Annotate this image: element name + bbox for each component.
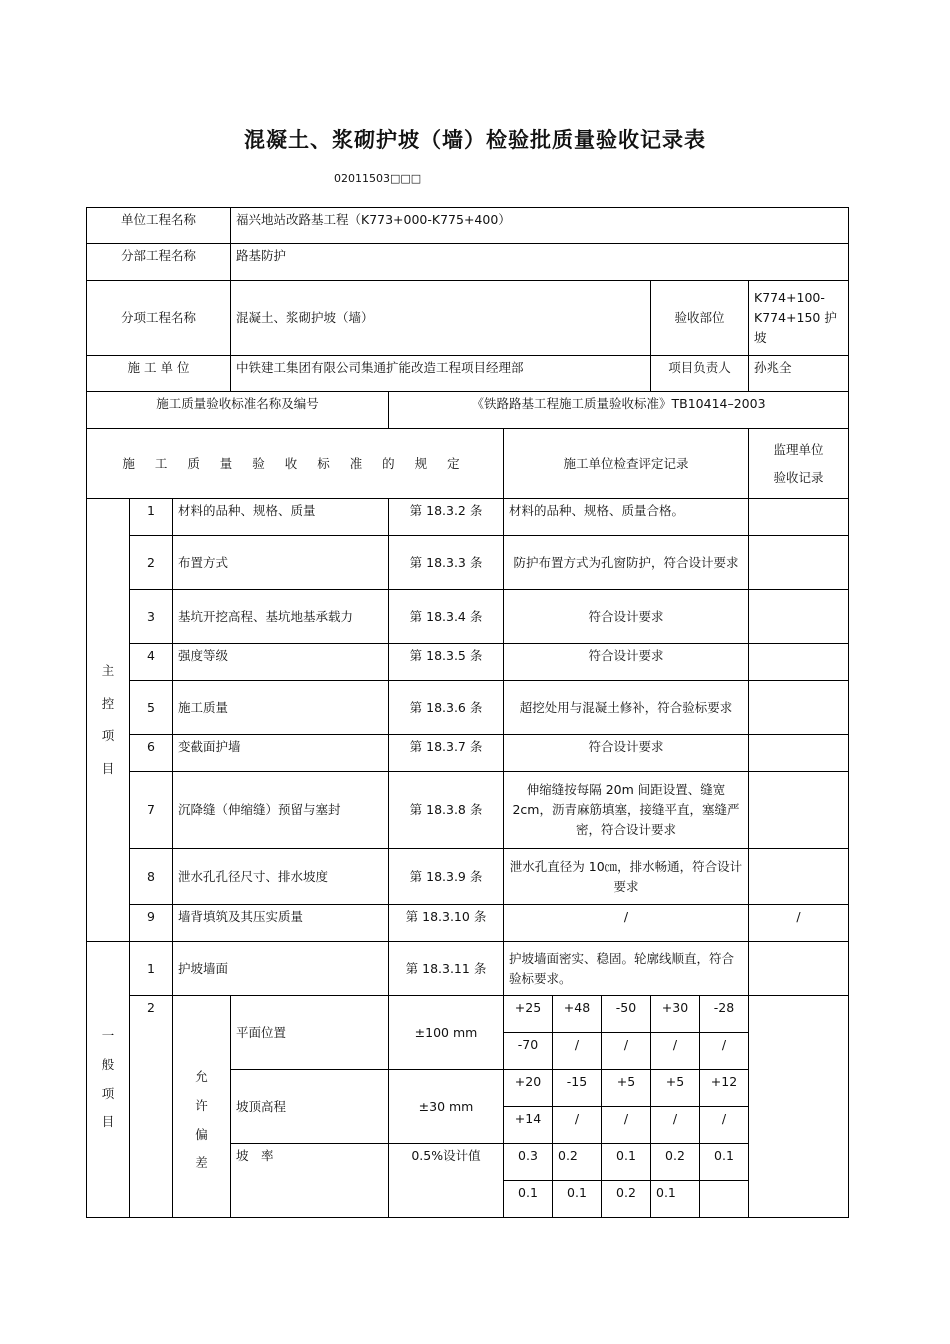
item-no: 1 xyxy=(130,942,173,996)
measure-value: 0.1 xyxy=(504,1181,553,1218)
item-supervision xyxy=(749,772,849,849)
measure-value: 0.1 xyxy=(553,1181,602,1218)
measure-value: / xyxy=(651,1033,700,1070)
item-name: 墙背填筑及其压实质量 xyxy=(173,905,389,942)
measure-value xyxy=(700,1181,749,1218)
division-project-label: 分部工程名称 xyxy=(87,244,231,281)
item-name: 强度等级 xyxy=(173,644,389,681)
item-no: 8 xyxy=(130,849,173,905)
supervision-header-line1: 监理单位 xyxy=(773,442,824,457)
measure-value: 0.1 xyxy=(700,1144,749,1181)
item-clause: 第 18.3.8 条 xyxy=(389,772,504,849)
deviation-tolerance: 0.5%设计值 xyxy=(389,1144,504,1218)
deviation-tolerance: ±100 mm xyxy=(389,996,504,1070)
location-label: 验收部位 xyxy=(651,281,749,356)
item-supervision xyxy=(749,942,849,996)
inspection-record-table xyxy=(86,207,849,1218)
item-clause: 第 18.3.7 条 xyxy=(389,735,504,772)
measure-value: +5 xyxy=(602,1070,651,1107)
general-label: 一 般 项 目 xyxy=(87,942,130,1218)
measure-value: -15 xyxy=(553,1070,602,1107)
item-record: 符合设计要求 xyxy=(504,590,749,644)
item-name: 材料的品种、规格、质量 xyxy=(173,499,389,536)
measure-value: 0.3 xyxy=(504,1144,553,1181)
item-no: 4 xyxy=(130,644,173,681)
measure-value: 0.2 xyxy=(651,1144,700,1181)
item-supervision xyxy=(749,849,849,905)
item-clause: 第 18.3.9 条 xyxy=(389,849,504,905)
item-record: 泄水孔直径为 10㎝，排水畅通，符合设计要求 xyxy=(504,849,749,905)
general-supervision xyxy=(749,996,849,1218)
item-no: 7 xyxy=(130,772,173,849)
item-clause: 第 18.3.6 条 xyxy=(389,681,504,735)
division-project-value: 路基防护 xyxy=(231,244,849,281)
manager-value: 孙兆全 xyxy=(749,356,849,392)
measure-value: +25 xyxy=(504,996,553,1033)
location-value: K774+100-K774+150 护坡 xyxy=(749,281,849,356)
item-record: 防护布置方式为孔窗防护，符合设计要求 xyxy=(504,536,749,590)
deviation-item-name: 坡 率 xyxy=(231,1144,389,1218)
item-clause: 第 18.3.10 条 xyxy=(389,905,504,942)
item-no: 9 xyxy=(130,905,173,942)
item-no: 5 xyxy=(130,681,173,735)
unit-project-value: 福兴地站改路基工程（K773+000-K775+400） xyxy=(231,208,849,244)
item-no: 1 xyxy=(130,499,173,536)
unit-project-label: 单位工程名称 xyxy=(87,208,231,244)
item-supervision xyxy=(749,499,849,536)
measure-value: +14 xyxy=(504,1107,553,1144)
measure-value: +30 xyxy=(651,996,700,1033)
supervision-header-line2: 验收记录 xyxy=(773,469,824,485)
measure-value: +48 xyxy=(553,996,602,1033)
item-no: 3 xyxy=(130,590,173,644)
item-supervision xyxy=(749,735,849,772)
item-record: 符合设计要求 xyxy=(504,644,749,681)
form-code: 02011503□□□ xyxy=(334,172,422,185)
item-name: 施工质量 xyxy=(173,681,389,735)
measure-value: 0.1 xyxy=(651,1181,700,1218)
item-record: 超挖处用与混凝土修补，符合验标要求 xyxy=(504,681,749,735)
supervision-header xyxy=(749,429,849,499)
item-clause: 第 18.3.4 条 xyxy=(389,590,504,644)
deviation-item-name: 平面位置 xyxy=(231,996,389,1070)
item-record: / xyxy=(504,905,749,942)
item-project-label: 分项工程名称 xyxy=(87,281,231,356)
item-no: 2 xyxy=(130,996,173,1218)
item-record: 护坡墙面密实、稳固。轮廓线顺直，符合验标要求。 xyxy=(504,942,749,996)
measure-value: / xyxy=(602,1033,651,1070)
measure-value: / xyxy=(700,1033,749,1070)
item-clause: 第 18.3.3 条 xyxy=(389,536,504,590)
construction-unit-label: 施 工 单 位 xyxy=(87,356,231,392)
item-supervision xyxy=(749,644,849,681)
standard-label: 施工质量验收标准名称及编号 xyxy=(87,392,389,429)
deviation-label: 允 许 偏 差 xyxy=(173,996,231,1218)
item-name: 变截面护墙 xyxy=(173,735,389,772)
standard-value: 《铁路路基工程施工质量验收标准》TB10414–2003 xyxy=(389,392,849,429)
construction-record-header: 施工单位检查评定记录 xyxy=(504,429,749,499)
main-control-label: 主 控 项 目 xyxy=(87,499,130,942)
measure-value: / xyxy=(553,1033,602,1070)
item-no: 6 xyxy=(130,735,173,772)
item-name: 泄水孔孔径尺寸、排水坡度 xyxy=(173,849,389,905)
measure-value: 0.1 xyxy=(602,1144,651,1181)
item-clause: 第 18.3.5 条 xyxy=(389,644,504,681)
measure-value: -70 xyxy=(504,1033,553,1070)
measure-value: -50 xyxy=(602,996,651,1033)
rules-header: 施 工 质 量 验 收 标 准 的 规 定 xyxy=(87,429,504,499)
item-record: 材料的品种、规格、质量合格。 xyxy=(504,499,749,536)
item-record: 伸缩缝按每隔 20m 间距设置、缝宽 2cm，沥青麻筋填塞，接缝平直，塞缝严密，符合设计要求 xyxy=(504,772,749,849)
measure-value: +20 xyxy=(504,1070,553,1107)
item-supervision xyxy=(749,536,849,590)
item-supervision xyxy=(749,590,849,644)
measure-value: -28 xyxy=(700,996,749,1033)
item-name: 基坑开挖高程、基坑地基承载力 xyxy=(173,590,389,644)
item-name: 护坡墙面 xyxy=(173,942,389,996)
measure-value: 0.2 xyxy=(602,1181,651,1218)
measure-value: +5 xyxy=(651,1070,700,1107)
measure-value: / xyxy=(700,1107,749,1144)
measure-value: / xyxy=(651,1107,700,1144)
construction-unit-value: 中铁建工集团有限公司集通扩能改造工程项目经理部 xyxy=(231,356,651,392)
item-record: 符合设计要求 xyxy=(504,735,749,772)
item-no: 2 xyxy=(130,536,173,590)
item-clause: 第 18.3.11 条 xyxy=(389,942,504,996)
measure-value: / xyxy=(553,1107,602,1144)
deviation-item-name: 坡顶高程 xyxy=(231,1070,389,1144)
item-name: 沉降缝（伸缩缝）预留与塞封 xyxy=(173,772,389,849)
measure-value: 0.2 xyxy=(553,1144,602,1181)
item-project-value: 混凝土、浆砌护坡（墙） xyxy=(231,281,651,356)
item-supervision: / xyxy=(749,905,849,942)
page-title: 混凝土、浆砌护坡（墙）检验批质量验收记录表 xyxy=(244,128,706,152)
item-name: 布置方式 xyxy=(173,536,389,590)
measure-value: +12 xyxy=(700,1070,749,1107)
manager-label: 项目负责人 xyxy=(651,356,749,392)
deviation-tolerance: ±30 mm xyxy=(389,1070,504,1144)
measure-value: / xyxy=(602,1107,651,1144)
item-supervision xyxy=(749,681,849,735)
item-clause: 第 18.3.2 条 xyxy=(389,499,504,536)
